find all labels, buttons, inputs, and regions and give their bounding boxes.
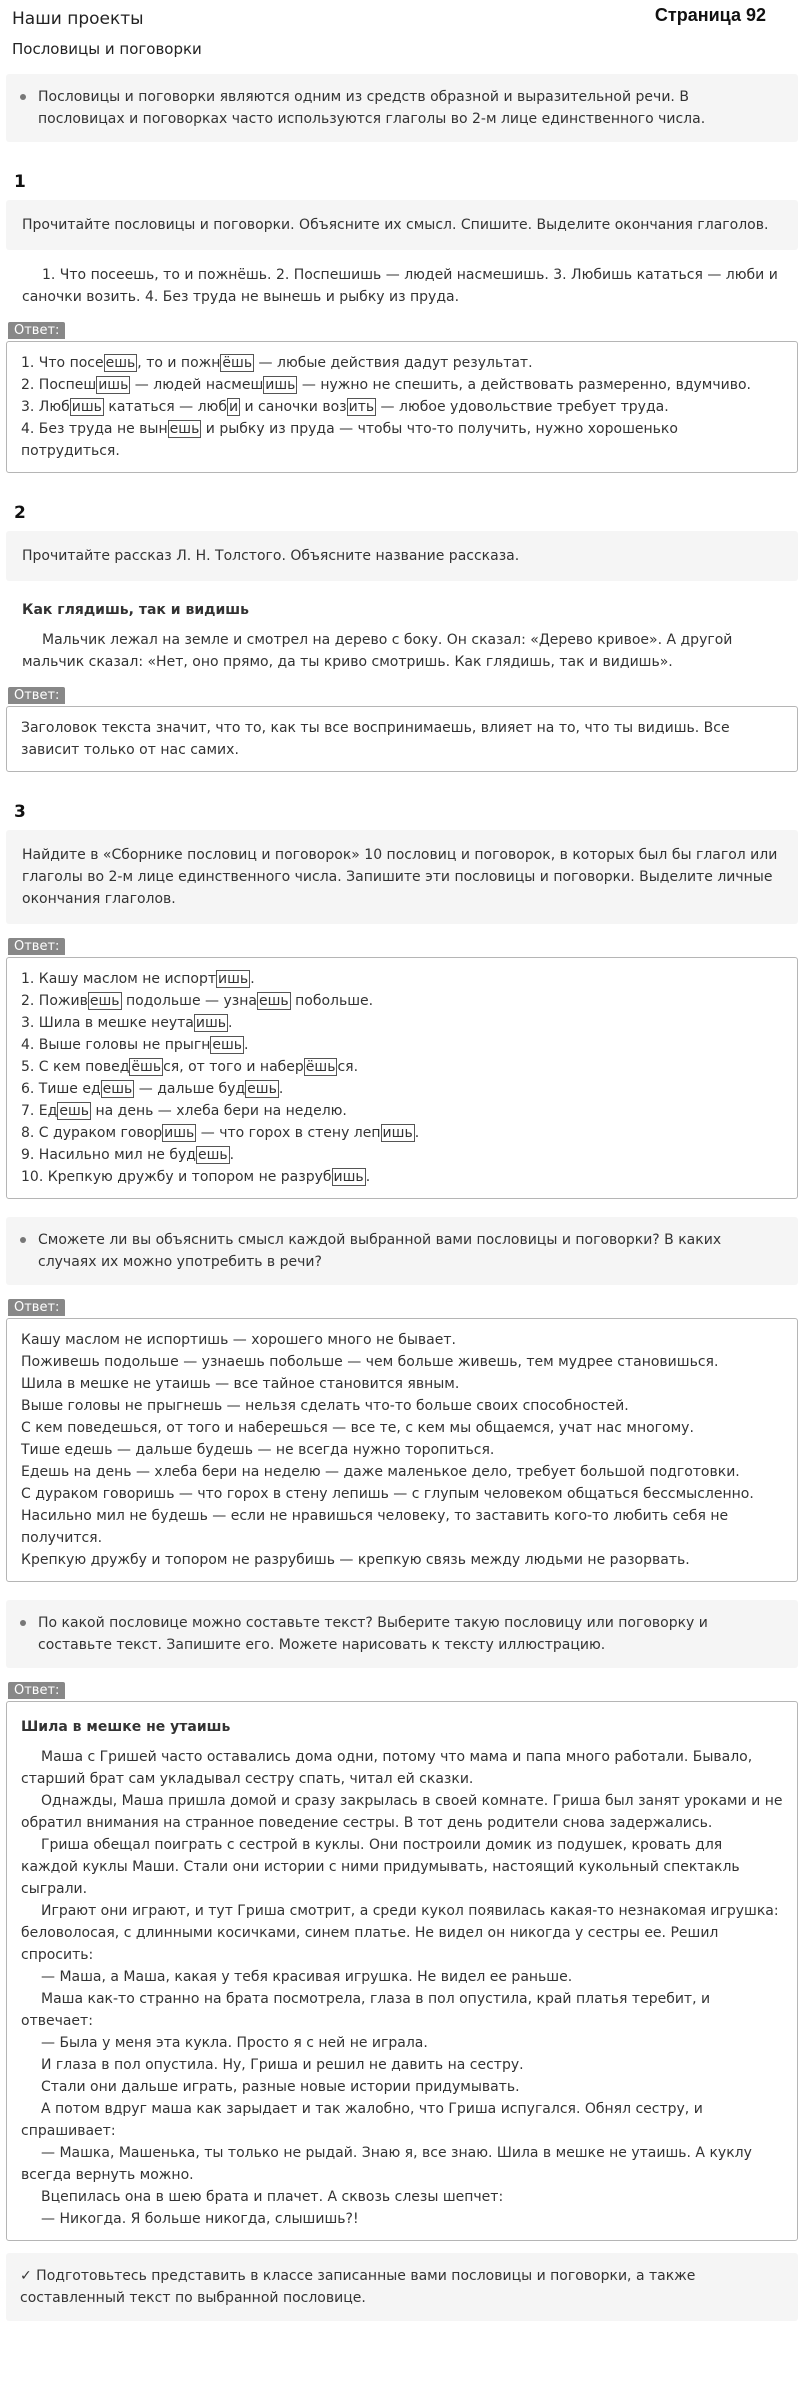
text-fragment: 2. Поспеш bbox=[21, 377, 97, 393]
exercise-1-text bbox=[6, 250, 796, 308]
meaning-line: Шила в мешке не утаишь — все тайное становится явным. bbox=[21, 1376, 460, 1392]
meaning-line: Кашу маслом не испортишь — хорошего много не бывает. bbox=[21, 1332, 456, 1348]
question-text: Сможете ли вы объяснить смысл каждой выбранной вами пословицы и поговорки? В каких случаях их можно употребить в речи? bbox=[38, 1232, 722, 1270]
answer-label: Ответ: bbox=[8, 322, 65, 339]
meaning-line: Едешь на день — хлеба бери на неделю — даже маленькое дело, требует большой подготовки. bbox=[21, 1464, 740, 1480]
verb-ending: ишь bbox=[71, 399, 102, 415]
answer-line bbox=[21, 1012, 783, 1034]
text-fragment: 1. Что посе bbox=[21, 355, 104, 371]
verb-ending: ить bbox=[348, 399, 375, 415]
footer-note: ✓ Подготовьтесь представить в классе записанные вами пословицы и поговорки, а также составленный текст по выбранной пословице. bbox=[6, 2253, 798, 2321]
question2-note bbox=[6, 1600, 798, 1668]
exercise-number-3: 3 bbox=[14, 802, 26, 822]
verb-ending: и bbox=[228, 399, 239, 415]
question-note bbox=[6, 1217, 798, 1285]
meaning-line: Насильно мил не будешь — если не нравишься человеку, то заставить кого-то любить себя не bbox=[21, 1508, 729, 1524]
page-number: Страница 92 bbox=[654, 5, 766, 25]
story-paragraph: И глаза в пол опустила. Ну, Гриша и решил не давить на сестру. bbox=[41, 2057, 524, 2073]
bullet-icon bbox=[20, 1620, 26, 1626]
text-fragment: подольше — узна bbox=[121, 993, 257, 1009]
intro-note bbox=[6, 74, 798, 142]
verb-ending: ёшь bbox=[305, 1059, 336, 1075]
question2-text: По какой пословице можно составьте текст? Выберите такую пословицу или поговорку и составьте текст. Запишите его. Можете нарисовать к тексту иллюстрацию. bbox=[38, 1615, 708, 1653]
story-paragraph: Гриша обещал поиграть с сестрой в куклы. Они построили домик из подушек, кровать для каждой куклы Маши. Стали они истории с ними придумывать, настоящий кукольный спектакль сыграли. bbox=[21, 1837, 740, 1897]
text-fragment: 10. Крепкую дружбу и топором не разруб bbox=[21, 1169, 332, 1185]
text-fragment: 9. Насильно мил не буд bbox=[21, 1147, 196, 1163]
story-paragraph: Играют они играют, и тут Гриша смотрит, а среди кукол появилась какая-то незнакомая игрушка: беловолосая, с длинными косичками, синем платье. Не видел он никогда у сестры ее. Решил спросить: bbox=[21, 1903, 779, 1963]
story-paragraph: — Машка, Машенька, ты только не рыдай. Знаю я, все знаю. Шила в мешке не утаишь. А куклу всегда вернуть можно. bbox=[21, 2145, 752, 2183]
answer-line bbox=[21, 1056, 783, 1078]
meaning-line: Выше головы не прыгнешь — нельзя сделать что-то больше своих способностей. bbox=[21, 1398, 629, 1414]
text-fragment: на день — хлеба бери на неделю. bbox=[91, 1103, 347, 1119]
verb-ending: ишь bbox=[98, 377, 129, 393]
text-fragment: 5. С кем повед bbox=[21, 1059, 130, 1075]
text-fragment: 4. Выше головы не прыгн bbox=[21, 1037, 211, 1053]
answer-line bbox=[21, 352, 783, 374]
answer-line bbox=[21, 1144, 783, 1166]
meaning-line: получится. bbox=[21, 1530, 103, 1546]
text-fragment: — людей насмеш bbox=[130, 377, 264, 393]
text-fragment: . bbox=[228, 1015, 233, 1031]
header bbox=[6, 0, 796, 56]
answer-line bbox=[21, 968, 783, 990]
text-fragment: 8. С дураком говор bbox=[21, 1125, 163, 1141]
verb-ending: ишь bbox=[333, 1169, 364, 1185]
verb-ending: ишь bbox=[265, 377, 296, 393]
text-fragment: , то и пожн bbox=[137, 355, 221, 371]
answer-line bbox=[21, 396, 783, 418]
answer-label: Ответ: bbox=[8, 687, 65, 704]
text-fragment: и саночки воз bbox=[240, 399, 347, 415]
text-fragment: кататься — люб bbox=[103, 399, 227, 415]
text-fragment: побольше. bbox=[290, 993, 374, 1009]
text-fragment: . bbox=[414, 1125, 420, 1141]
text-fragment: 3. Люб bbox=[21, 399, 70, 415]
text-fragment: 2. Пожив bbox=[21, 993, 88, 1009]
meaning-line: С кем поведешься, от того и наберешься — все те, с кем мы общаемся, учат нас многому. bbox=[21, 1420, 694, 1436]
story-paragraph: А потом вдруг маша как зарыдает и так жалобно, что Гриша испугался. Обнял сестру, и спрашивает: bbox=[21, 2101, 703, 2139]
meaning-line: Поживешь подольше — узнаешь побольше — чем больше живешь, тем мудрее становишься. bbox=[21, 1354, 719, 1370]
answer-line bbox=[21, 1166, 783, 1188]
verb-ending: ешь bbox=[89, 993, 120, 1009]
text-fragment: . bbox=[365, 1169, 371, 1185]
exercise-2-task: Прочитайте рассказ Л. Н. Толстого. Объясните название рассказа. bbox=[6, 531, 798, 581]
story-paragraph: Стали они дальше играть, разные новые истории придумывать. bbox=[41, 2079, 520, 2095]
verb-ending: ешь bbox=[258, 993, 289, 1009]
story-paragraph: Маша как-то странно на брата посмотрела, глаза в пол опустила, край платья теребит, и отвечает: bbox=[21, 1991, 711, 2029]
text-fragment: . bbox=[278, 1081, 284, 1097]
text-fragment: 6. Тише ед bbox=[21, 1081, 101, 1097]
text-fragment: — нужно не спешить, а действовать размеренно, вдумчиво. bbox=[297, 377, 751, 393]
text-fragment: . bbox=[244, 1037, 249, 1053]
verb-ending: ишь bbox=[195, 1015, 227, 1031]
text-fragment: потрудиться. bbox=[21, 443, 120, 459]
story-text: Мальчик лежал на земле и смотрел на дерево с боку. Он сказал: «Дерево кривое». А другой мальчик сказал: «Нет, оно прямо, да ты криво смотришь. Как глядишь, так и видишь». bbox=[22, 632, 733, 670]
exercise-2-answer: Заголовок текста значит, что то, как ты все воспринимаешь, влияет на то, что ты видишь. Все зависит только от нас самих. bbox=[6, 706, 798, 772]
exercise-number-2: 2 bbox=[14, 503, 26, 523]
story-title: Как глядишь, так и видишь bbox=[22, 602, 249, 618]
meaning-line: С дураком говоришь — что горох в стену лепишь — с глупым человеком общаться бессмысленно. bbox=[21, 1486, 754, 1502]
text-fragment: . bbox=[250, 971, 255, 987]
text-fragment: 4. Без труда не вын bbox=[21, 421, 168, 437]
text-fragment: и рыбку из пруда — чтобы что-то получить, нужно хорошенько bbox=[201, 421, 678, 437]
answer-line bbox=[21, 1034, 783, 1056]
verb-ending: ешь bbox=[169, 421, 200, 437]
text-fragment: — что горох в стену леп bbox=[196, 1125, 381, 1141]
text-fragment: 7. Ед bbox=[21, 1103, 58, 1119]
exercise-1-answer bbox=[6, 341, 798, 473]
story-paragraph: Вцепилась она в шею брата и плачет. А сквозь слезы шепчет: bbox=[41, 2189, 504, 2205]
verb-ending: ешь bbox=[59, 1103, 90, 1119]
page-subtitle: Пословицы и поговорки bbox=[12, 40, 202, 58]
verb-ending: ешь bbox=[102, 1081, 133, 1097]
text-fragment: 1. Кашу маслом не испорт bbox=[21, 971, 217, 987]
answer-label: Ответ: bbox=[8, 938, 65, 955]
text-fragment: ся, от того и набер bbox=[163, 1059, 304, 1075]
answer-line bbox=[21, 418, 783, 440]
answer-label: Ответ: bbox=[8, 1299, 65, 1316]
composed-story-body bbox=[21, 1746, 783, 2230]
text-fragment: — любые действия дадут результат. bbox=[254, 355, 533, 371]
composed-story-title: Шила в мешке не утаишь bbox=[21, 1719, 231, 1735]
story-paragraph: Однажды, Маша пришла домой и сразу закрылась в своей комнате. Гриша был занят уроками и не обратил внимания на странное поведение сестры. В тот день родители снова задержались. bbox=[21, 1793, 783, 1831]
verb-ending: ешь bbox=[105, 355, 136, 371]
bullet-icon bbox=[20, 94, 26, 100]
verb-ending: ишь bbox=[164, 1125, 195, 1141]
answer-line bbox=[21, 1100, 783, 1122]
answer-line bbox=[21, 374, 783, 396]
answer-line bbox=[21, 1122, 783, 1144]
answer-line bbox=[21, 440, 783, 462]
meaning-line: Крепкую дружбу и топором не разрубишь — крепкую связь между людьми не разорвать. bbox=[21, 1552, 690, 1568]
answer-line bbox=[21, 1078, 783, 1100]
story-paragraph: Маша с Гришей часто оставались дома одни, потому что мама и папа много работали. Бывало, старший брат сам укладывал сестру спать, читал ей сказки. bbox=[21, 1749, 753, 1787]
exercise-number-1: 1 bbox=[14, 172, 26, 192]
meaning-line: Тише едешь — дальше будешь — не всегда нужно торопиться. bbox=[21, 1442, 495, 1458]
story-answer bbox=[6, 1701, 798, 2241]
text-fragment: ся. bbox=[337, 1059, 359, 1075]
story-paragraph: — Маша, а Маша, какая у тебя красивая игрушка. Не видел ее раньше. bbox=[41, 1969, 573, 1985]
answer-label: Ответ: bbox=[8, 1682, 65, 1699]
site-title[interactable]: Наши проекты bbox=[12, 9, 144, 29]
verb-ending: ёшь bbox=[222, 355, 253, 371]
exercise-3-answer bbox=[6, 957, 798, 1199]
meanings-answer bbox=[6, 1318, 798, 1582]
story-paragraph: — Была у меня эта кукла. Просто я с ней не играла. bbox=[41, 2035, 428, 2051]
verb-ending: ёшь bbox=[131, 1059, 162, 1075]
exercise-3-task: Найдите в «Сборнике пословиц и поговорок» 10 пословиц и поговорок, в которых был бы глагол или глаголы во 2-м лице единственного числа. Запишите эти пословицы и поговорки. Выделите личные окончания глаголов. bbox=[6, 830, 798, 924]
text-fragment: . bbox=[229, 1147, 235, 1163]
verb-ending: ишь bbox=[218, 971, 249, 987]
bullet-icon bbox=[20, 1237, 26, 1243]
exercise-1-proverbs: 1. Что посеешь, то и пожнёшь. 2. Поспешишь — людей насмешишь. 3. Любишь кататься — люби и саночки возить. 4. Без труда не вынешь и рыбку из пруда. bbox=[22, 267, 778, 305]
text-fragment: — любое удовольствие требует труда. bbox=[376, 399, 669, 415]
verb-ending: ешь bbox=[197, 1147, 228, 1163]
text-fragment: — дальше буд bbox=[134, 1081, 246, 1097]
verb-ending: ешь bbox=[247, 1081, 277, 1097]
exercise-1-task: Прочитайте пословицы и поговорки. Объясните их смысл. Спишите. Выделите окончания глаголов. bbox=[6, 200, 798, 250]
verb-ending: ишь bbox=[382, 1125, 413, 1141]
intro-note-text: Пословицы и поговорки являются одним из средств образной и выразительной речи. В пословицах и поговорках часто используются глаголы во 2-м лице единственного числа. bbox=[38, 89, 706, 127]
text-fragment: 3. Шила в мешке неута bbox=[21, 1015, 194, 1031]
verb-ending: ешь bbox=[212, 1037, 243, 1053]
exercise-2-story bbox=[6, 581, 796, 673]
answer-line bbox=[21, 990, 783, 1012]
story-paragraph: — Никогда. Я больше никогда, слышишь?! bbox=[41, 2211, 359, 2227]
